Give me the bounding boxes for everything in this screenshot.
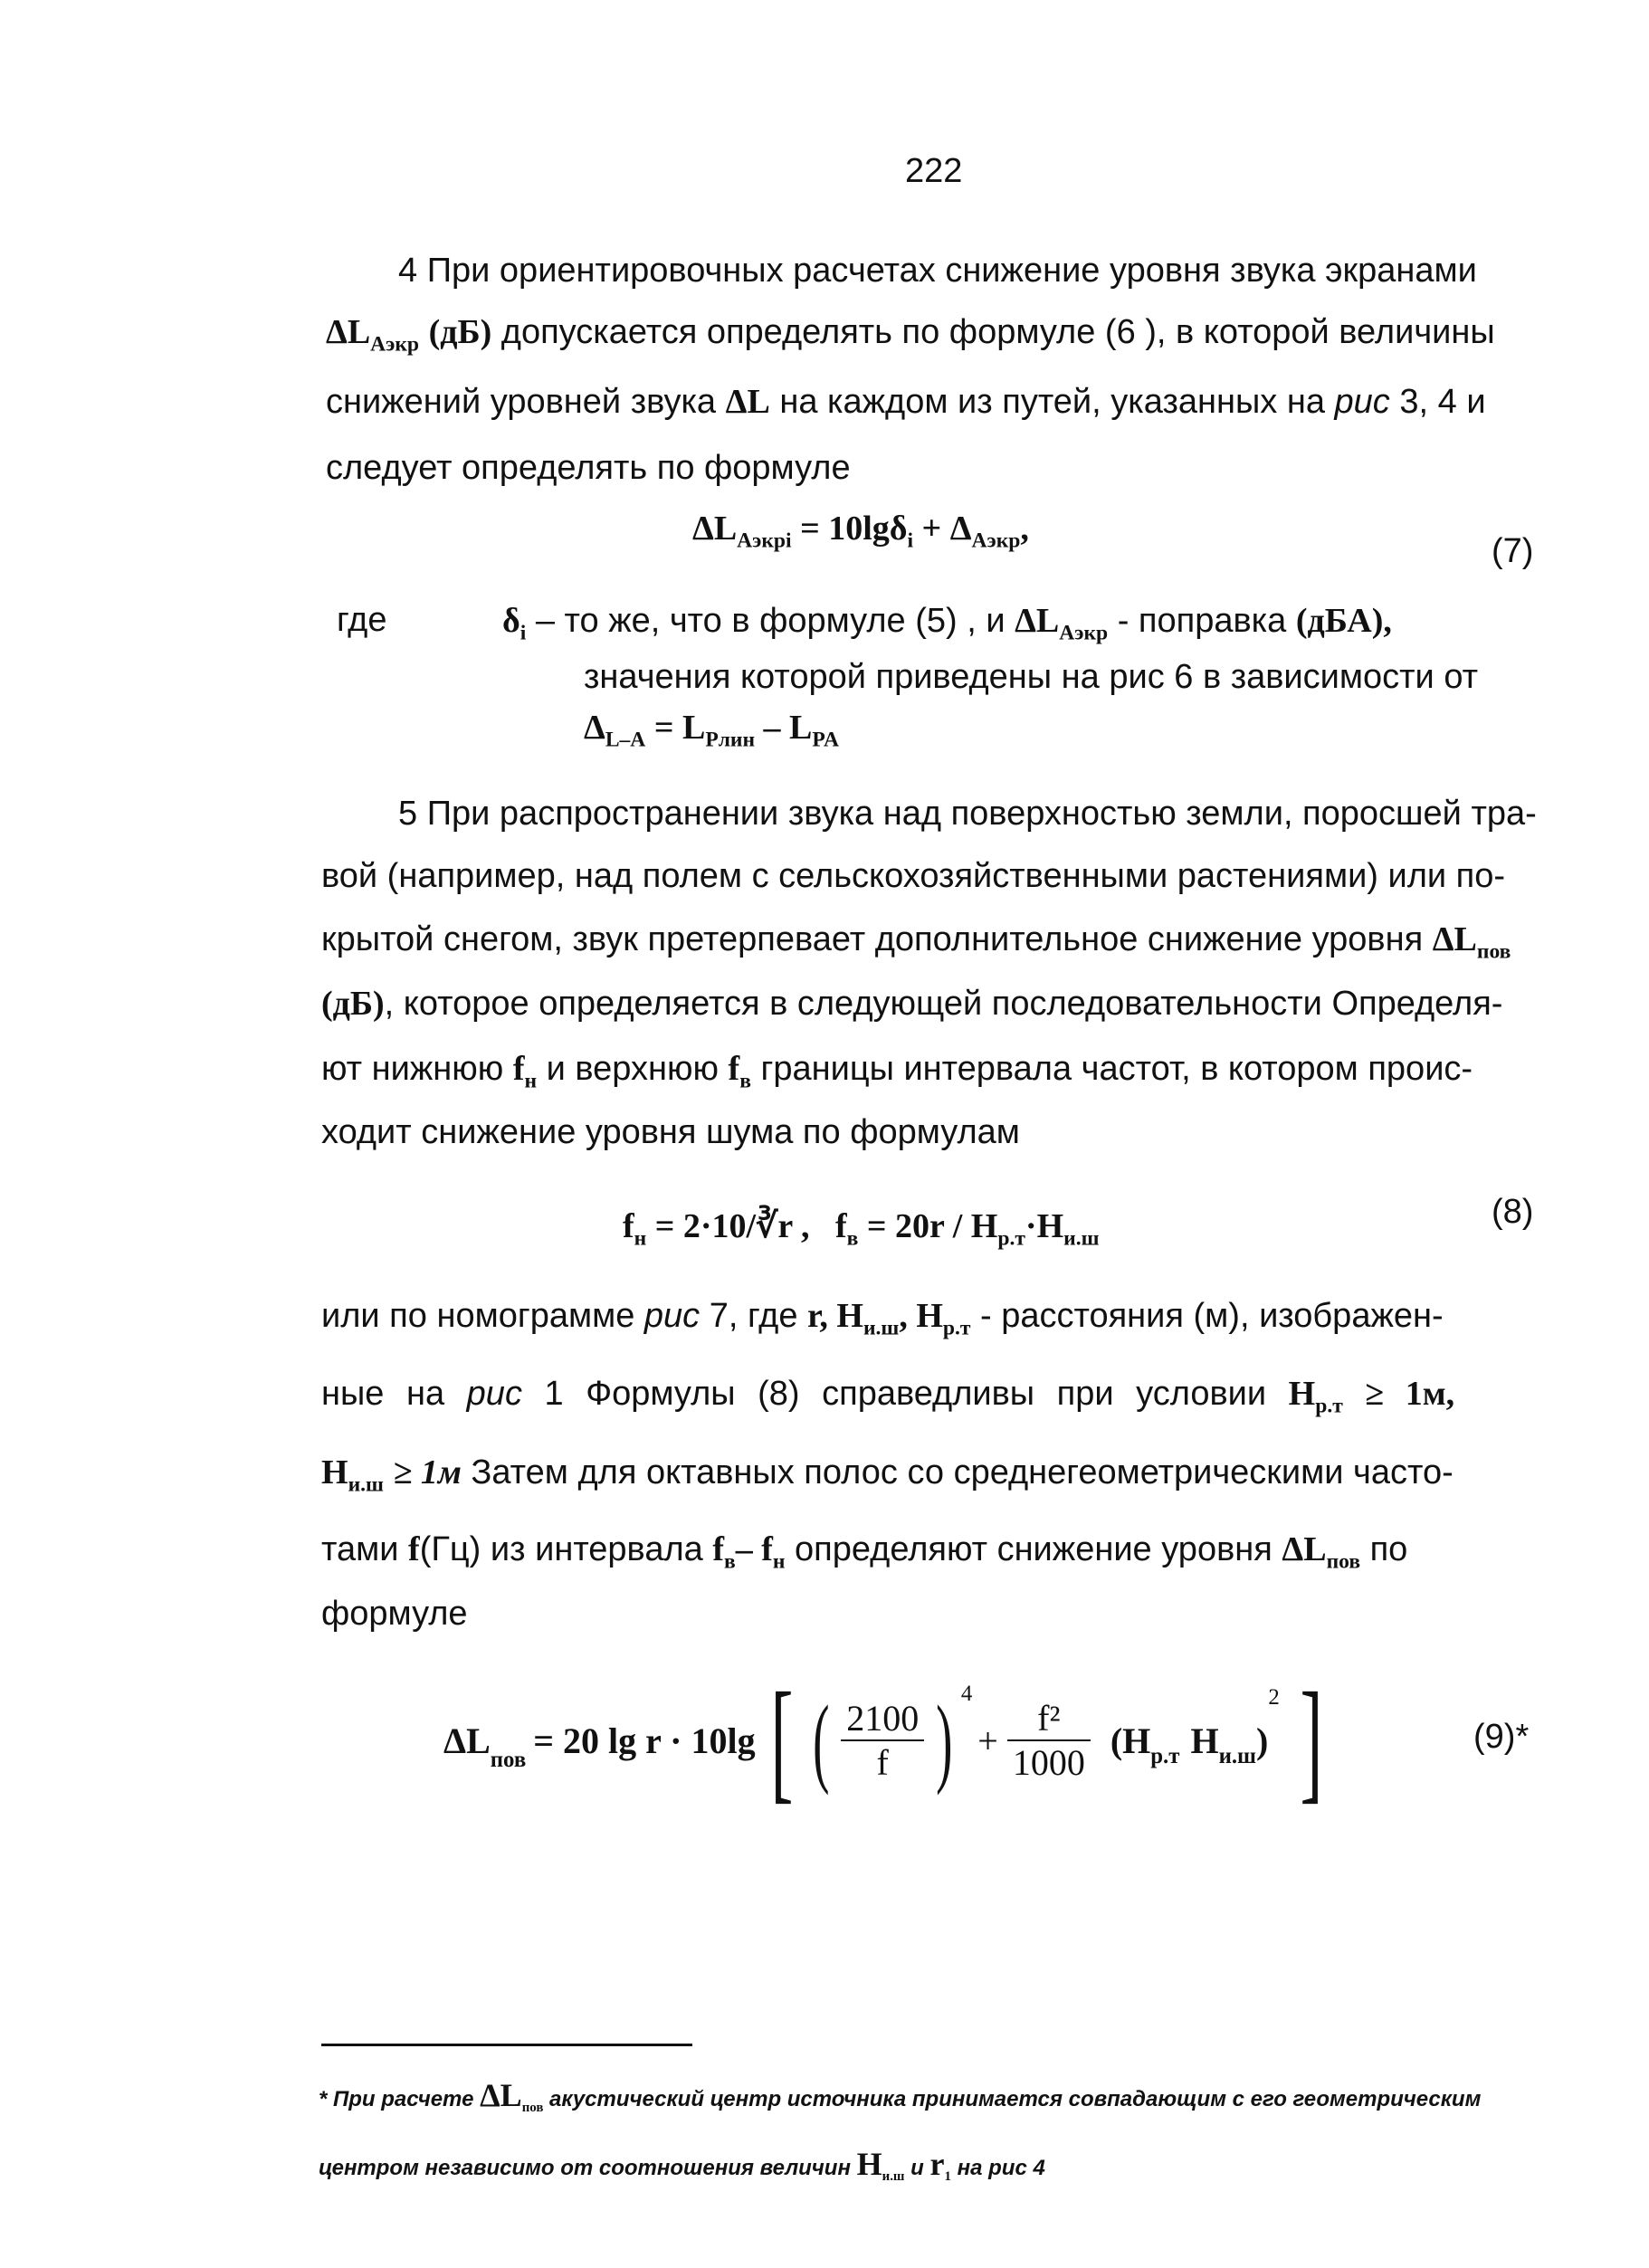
- eq7-rhs2-sub: Аэкр: [971, 529, 1021, 553]
- equation-8: [623, 1205, 1100, 1251]
- eq8-p3: f: [835, 1207, 847, 1245]
- p6l1c: - расстояния (м), изображен-: [980, 1297, 1444, 1335]
- f-range2: – f: [735, 1530, 773, 1568]
- para5-line5: [321, 1049, 1473, 1093]
- f-range2-sub: н: [772, 1549, 786, 1574]
- eq8-p5-sub: и.ш: [1063, 1226, 1100, 1251]
- para6-line1: [321, 1296, 1444, 1340]
- para4-line4: следует определять по формуле: [326, 449, 851, 487]
- frac1-num: 2100: [841, 1697, 924, 1741]
- p6l4c: определяют снижение уровня: [795, 1530, 1272, 1568]
- para5-line1: 5 При распространении звука над поверхностью земли, поросшей тра-: [398, 795, 1537, 833]
- eq7-lhs-sub: Аэкрi: [737, 529, 792, 553]
- eq9-plus: +: [977, 1720, 998, 1761]
- delta-l-symbol: ΔL: [1282, 1530, 1327, 1568]
- cond2: ≥ 1м: [393, 1453, 462, 1491]
- p5l5a: ют нижнюю: [321, 1050, 504, 1088]
- delta-l-symbol: ΔL: [725, 383, 770, 421]
- sym-h-sub: и.ш: [882, 2168, 905, 2184]
- fn2a: центром независимо от соотношения величин: [319, 2156, 851, 2180]
- para5-line4: [321, 984, 1502, 1024]
- where-line2: значения которой приведены на рис 6 в зависимости от: [584, 658, 1479, 696]
- para4-line1: 4 При ориентировочных расчетах снижение уровня звука экранами: [398, 252, 1477, 290]
- para4-line3-a: снижений уровней звука: [326, 383, 717, 421]
- p6l4b: (Гц) из интервала: [419, 1530, 703, 1568]
- equation-number-7: (7): [1492, 532, 1534, 570]
- where-line3: [584, 708, 840, 752]
- para4-line3-b: на каждом из путей, указанных на: [779, 383, 1325, 421]
- delta-sub: i: [519, 621, 527, 645]
- unit-db: (дБ): [428, 313, 492, 351]
- where-text2: - поправка: [1117, 602, 1287, 640]
- sym-h-sub: и.ш: [348, 1472, 384, 1497]
- footnote-line1: [319, 2076, 1481, 2114]
- delta-l-symbol: ΔL: [1015, 602, 1060, 640]
- delta-l-symbol: ΔL: [326, 313, 371, 351]
- p5l4: , которое определяется в следующей последовательности Определя-: [384, 985, 1503, 1023]
- sym-r-sub: 1: [944, 2168, 951, 2184]
- para4-line3: [326, 382, 1486, 422]
- eq8-p1: f: [623, 1207, 634, 1245]
- footnote-separator: [321, 2044, 692, 2046]
- figure-ref: рис: [1334, 383, 1390, 421]
- unit-db: (дБ): [321, 985, 385, 1023]
- para4-line2-text: допускается определять по формуле (6 ), в которой величины: [500, 313, 1495, 351]
- eq9-term3-sub: р.т: [1150, 1744, 1180, 1769]
- eq9-lhs-sub: пов: [490, 1748, 527, 1773]
- para6-line3: [321, 1453, 1454, 1497]
- page-number: 222: [905, 152, 963, 190]
- p6l1b: 7, где: [709, 1297, 798, 1335]
- w3a: Δ: [584, 709, 605, 747]
- w3b: = L: [653, 709, 706, 747]
- delta-l-symbol: ΔL: [480, 2077, 522, 2113]
- eq8-p2: = 2·10/∛r ,: [654, 1207, 810, 1245]
- eq8-p4: = 20r / H: [866, 1207, 998, 1245]
- para4-line3-c: 3, 4 и: [1399, 383, 1486, 421]
- eq7-tail: ,: [1020, 510, 1029, 548]
- sym-r-h: r, H: [807, 1297, 863, 1335]
- left-paren: (: [812, 1685, 830, 1796]
- where-label: где: [337, 601, 387, 639]
- f-high: f: [728, 1050, 740, 1088]
- eq9-term3c: ): [1255, 1720, 1269, 1761]
- eq9-term3b: H: [1190, 1720, 1219, 1761]
- para6-line2: [321, 1374, 1455, 1418]
- w3b-sub: Pлин: [705, 728, 756, 752]
- eq8-p5: ·H: [1025, 1207, 1064, 1245]
- p6l1a: или по номограмме: [321, 1297, 635, 1335]
- cond1: ≥ 1м,: [1365, 1375, 1455, 1413]
- frac1-den: f: [876, 1742, 889, 1783]
- sym-f: f: [408, 1530, 420, 1568]
- sym-h-sub: р.т: [1315, 1394, 1343, 1418]
- right-bracket: ]: [1300, 1665, 1323, 1815]
- equation-7: [692, 509, 1029, 553]
- equation-number-8: (8): [1492, 1193, 1534, 1231]
- p6l2a: ные на: [321, 1375, 445, 1413]
- sym-r-h-sub: и.ш: [863, 1316, 900, 1340]
- p6l2b: 1 Формулы (8) справедливы при условии: [544, 1375, 1267, 1413]
- footnote-line2: [319, 2145, 1045, 2183]
- para6-line4: [321, 1529, 1408, 1574]
- eq9-term3: (H: [1110, 1720, 1151, 1761]
- eq7-rhs: = 10lgδ: [800, 510, 908, 548]
- eq8-p1-sub: н: [634, 1226, 647, 1251]
- delta-l-subscript: Аэкр: [370, 332, 420, 357]
- sym-r: r: [929, 2146, 945, 2182]
- right-paren: ): [936, 1685, 953, 1796]
- sym-h: H: [1288, 1375, 1316, 1413]
- f-range-sub: в: [723, 1549, 736, 1574]
- fn1a: * При расчете: [319, 2087, 474, 2111]
- frac2-num: f²: [1007, 1697, 1091, 1741]
- fraction-2100-f: [841, 1697, 924, 1784]
- para4-line2: [326, 312, 1495, 357]
- p5l3a: крытой снегом, звук претерпевает дополнительное снижение уровня: [321, 920, 1424, 958]
- eq9-term3b-sub: и.ш: [1218, 1744, 1256, 1769]
- para5-line3: [321, 920, 1511, 964]
- delta-l-sub: пов: [1476, 939, 1511, 964]
- equation-9: ΔL $_{пов}$ = 20 lg r · 10lg [ ( $\frac{2100}{f}$ ) 4 + $\frac{\text{f²}}{1000}$ (H $_{р.т}$ H $_{и.ш}$ ) 2 ]: [443, 1665, 1323, 1815]
- left-bracket: [: [770, 1665, 794, 1815]
- sym-h: H: [856, 2146, 882, 2182]
- eq8-p3-sub: в: [846, 1226, 859, 1251]
- fn1b: акустический центр источника принимается совпадающим с его геометрическим: [549, 2087, 1482, 2111]
- w3c-sub: PA: [812, 728, 840, 752]
- f-low-sub: н: [524, 1069, 538, 1093]
- delta-l-sub: пов: [521, 2100, 544, 2115]
- delta-l-symbol: ΔL: [1432, 920, 1477, 958]
- figure-ref: рис: [466, 1375, 522, 1413]
- eq9-rhs1: = 20 lg r · 10lg: [533, 1720, 756, 1761]
- fn2c: на рис 4: [957, 2156, 1045, 2180]
- unit-dba: (дБА),: [1295, 602, 1392, 640]
- fraction-f2-1000: [1007, 1697, 1091, 1784]
- sym-h2-sub: р.т: [942, 1316, 971, 1340]
- f-range: f: [712, 1530, 724, 1568]
- sym-h2: , H: [899, 1297, 943, 1335]
- delta-symbol: δ: [502, 602, 520, 640]
- w3c: – L: [763, 709, 813, 747]
- p6l3: Затем для октавных полос со среднегеометрическими часто-: [471, 1453, 1454, 1491]
- p6l4a: тами: [321, 1530, 399, 1568]
- sym-h: H: [321, 1453, 348, 1491]
- para5-line2: вой (например, над полем с сельскохозяйственными растениями) или по-: [321, 857, 1506, 895]
- eq7-lhs: ΔL: [692, 510, 738, 548]
- where-line1: [502, 601, 1392, 645]
- delta-l-sub: пов: [1326, 1549, 1361, 1574]
- f-high-sub: в: [739, 1069, 751, 1093]
- para6-line5: формуле: [321, 1595, 468, 1633]
- frac2-den: 1000: [1012, 1742, 1085, 1783]
- where-text1: – то же, что в формуле (5) , и: [535, 602, 1006, 640]
- eq9-lhs: ΔL: [443, 1720, 491, 1761]
- figure-ref: рис: [643, 1297, 701, 1335]
- equation-number-9: (9)*: [1473, 1718, 1530, 1756]
- p6l4d: по: [1369, 1530, 1408, 1568]
- para5-line6: ходит снижение уровня шума по формулам: [321, 1113, 1020, 1151]
- eq8-p4-sub: р.т: [997, 1226, 1025, 1251]
- w3a-sub: L–A: [605, 728, 646, 752]
- eq7-rhs-sub: i: [907, 529, 914, 553]
- p5l5b: и верхнюю: [546, 1050, 719, 1088]
- f-low: f: [512, 1050, 525, 1088]
- delta-l-sub: Аэкр: [1059, 621, 1109, 645]
- fn2b: и: [910, 2156, 924, 2180]
- p5l5c: границы интервала частот, в котором проис-: [760, 1050, 1473, 1088]
- eq7-rhs2: + Δ: [921, 510, 972, 548]
